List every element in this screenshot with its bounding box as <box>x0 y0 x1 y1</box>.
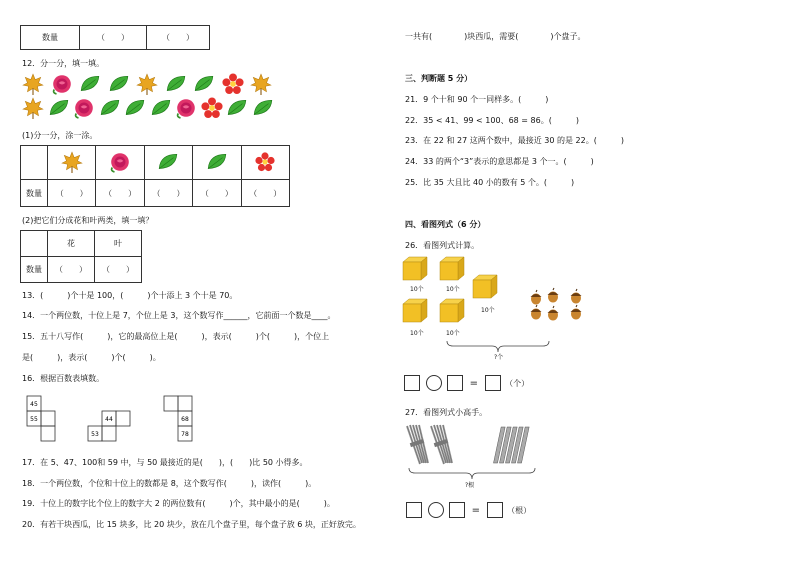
question-21: 21．9 个十和 90 个一同样多。( ) <box>405 95 549 104</box>
rose-icon <box>175 97 197 119</box>
acorn-icon <box>548 306 559 321</box>
brace-label: ?根 <box>465 482 475 489</box>
ten-cube-group <box>400 255 510 335</box>
section-3-heading: 三、判断题 5 分） <box>405 74 473 83</box>
hundred-chart-number: 44 <box>105 416 113 423</box>
answer-blank[interactable]: （ ） <box>48 180 96 207</box>
question-15-line1: 15．五十八写作( )，它的最高位上是( )，表示( )个( )，个位上 <box>22 332 330 341</box>
answer-box[interactable] <box>404 375 420 391</box>
answer-box[interactable] <box>487 502 503 518</box>
question-18: 18．一个两位数，个位和十位上的数都是 8，这个数写作( )，读作( )。 <box>22 479 317 488</box>
equation-26 <box>404 375 529 391</box>
red-flower-icon <box>222 73 244 95</box>
count-label: 数量 <box>21 257 48 283</box>
question-19: 19．十位上的数字比个位上的数字大 2 的两位数有( )个，其中最小的是( )。 <box>22 499 335 508</box>
question-27-title: 27．看图列式小高手。 <box>405 408 488 417</box>
acorn-icon <box>531 290 542 305</box>
hundred-chart-number: 45 <box>30 401 38 408</box>
answer-blank[interactable]: （ ） <box>241 180 289 207</box>
icon-row-2 <box>22 97 274 119</box>
green-leaf-icon <box>226 97 248 119</box>
cube-icon <box>473 275 497 298</box>
question-20-line1: 20．有若干块西瓜，比 15 块多，比 20 块少，放在几个盘子里，每个盘子放 6 块，正好放完。 <box>22 520 361 529</box>
equals-sign: = <box>471 504 481 516</box>
maple-leaf-icon <box>61 151 83 173</box>
color-count-table <box>20 145 290 207</box>
cube-icon <box>403 299 427 322</box>
answer-blank[interactable]: （ ） <box>147 26 210 50</box>
rose-icon <box>51 73 73 95</box>
section-4-heading: 四、看图列式（6 分） <box>405 220 486 229</box>
green-leaf-icon <box>79 73 101 95</box>
hundred-chart-number: 78 <box>181 431 189 438</box>
stick-bundle-icon <box>431 425 452 464</box>
header-leaf: 叶 <box>95 231 142 257</box>
stick-bundles <box>404 423 544 469</box>
green-leaf-icon <box>206 151 228 173</box>
cube-caption: 10个 <box>446 286 460 293</box>
green-leaf-icon <box>124 97 146 119</box>
question-26-title: 26．看图列式计算。 <box>405 241 480 250</box>
cube-caption: 10个 <box>410 330 424 337</box>
cube-caption: 10个 <box>410 286 424 293</box>
answer-box[interactable] <box>449 502 465 518</box>
red-flower-icon <box>201 97 223 119</box>
question-25: 25．比 35 大且比 40 小的数有 5 个。( ) <box>405 178 575 187</box>
rose-icon <box>109 151 131 173</box>
question-13: 13．( )个十是 100，( )个十添上 3 个十是 70。 <box>22 291 238 300</box>
header-flower: 花 <box>48 231 95 257</box>
question-14: 14．一个两位数，十位上是 7，个位上是 3，这个数写作______，它前面一个数是____。 <box>22 311 336 320</box>
green-leaf-icon <box>108 73 130 95</box>
unit-label: （个） <box>505 378 530 388</box>
answer-blank[interactable]: （ ） <box>193 180 241 207</box>
hundred-chart-fragments <box>24 394 204 444</box>
acorn-icon <box>571 289 582 304</box>
question-20-line2: 一共有( )块西瓜，需要( )个盘子。 <box>405 32 586 41</box>
cube-caption: 10个 <box>481 307 495 314</box>
hundred-chart-number: 68 <box>181 416 189 423</box>
q12-title: 12．分一分，填一填。 <box>22 59 105 68</box>
question-17: 17．在 5、47、100和 59 中，与 50 最接近的是( )，( )比 50 小得多。 <box>22 458 308 467</box>
answer-blank[interactable]: （ ） <box>80 26 147 50</box>
answer-box[interactable] <box>485 375 501 391</box>
question-16-title: 16．根据百数表填数。 <box>22 374 105 383</box>
stick-bundle-icon <box>407 425 428 464</box>
answer-box[interactable] <box>406 502 422 518</box>
answer-blank[interactable]: （ ） <box>95 257 142 283</box>
count-label: 数量 <box>21 26 80 50</box>
green-leaf-icon <box>99 97 121 119</box>
question-15-line2: 是( )，表示( )个( )。 <box>22 353 161 362</box>
hundred-chart-number: 55 <box>30 416 38 423</box>
question-23: 23．在 22 和 27 这两个数中，最接近 30 的是 22。( ) <box>405 136 624 145</box>
unit-label: （根） <box>507 505 532 515</box>
question-24: 24．33 的两个“3”表示的意思都是 3 个一。( ) <box>405 157 594 166</box>
maple-leaf-icon <box>250 73 272 95</box>
brace <box>407 467 537 481</box>
hundred-chart-number: 53 <box>91 431 99 438</box>
green-leaf-icon <box>165 73 187 95</box>
green-leaf-icon <box>48 97 70 119</box>
maple-leaf-icon <box>22 97 44 119</box>
single-sticks <box>493 427 529 463</box>
red-flower-icon <box>255 152 275 172</box>
cube-icon <box>440 299 464 322</box>
flower-leaf-table <box>20 230 142 283</box>
top-count-table <box>20 25 210 50</box>
answer-blank[interactable]: （ ） <box>48 257 95 283</box>
equals-sign: = <box>469 377 479 389</box>
answer-blank[interactable]: （ ） <box>96 180 144 207</box>
acorn-icon <box>531 305 542 320</box>
count-label: 数量 <box>21 180 48 207</box>
equation-27 <box>406 502 531 518</box>
q12-sub2: (2)把它们分成花和叶两类，填一填？ <box>22 216 154 225</box>
cube-caption: 10个 <box>446 330 460 337</box>
operator-circle[interactable] <box>426 375 442 391</box>
acorn-icon <box>571 305 582 320</box>
acorn-icon <box>548 288 559 303</box>
answer-blank[interactable]: （ ） <box>144 180 192 207</box>
cube-icon <box>440 257 464 280</box>
cube-icon <box>403 257 427 280</box>
green-leaf-icon <box>252 97 274 119</box>
icon-row-1 <box>22 73 272 95</box>
green-leaf-icon <box>150 97 172 119</box>
brace-label: ?个 <box>494 354 504 361</box>
acorn-group <box>525 287 589 323</box>
green-leaf-icon <box>193 73 215 95</box>
rose-icon <box>73 97 95 119</box>
maple-leaf-icon <box>22 73 44 95</box>
q12-sub1: (1)分一分，涂一涂。 <box>22 131 98 140</box>
green-leaf-icon <box>157 151 179 173</box>
operator-circle[interactable] <box>428 502 444 518</box>
answer-box[interactable] <box>447 375 463 391</box>
question-22: 22．35 < 41、99 < 100、68 = 86。( ) <box>405 116 579 125</box>
maple-leaf-icon <box>136 73 158 95</box>
